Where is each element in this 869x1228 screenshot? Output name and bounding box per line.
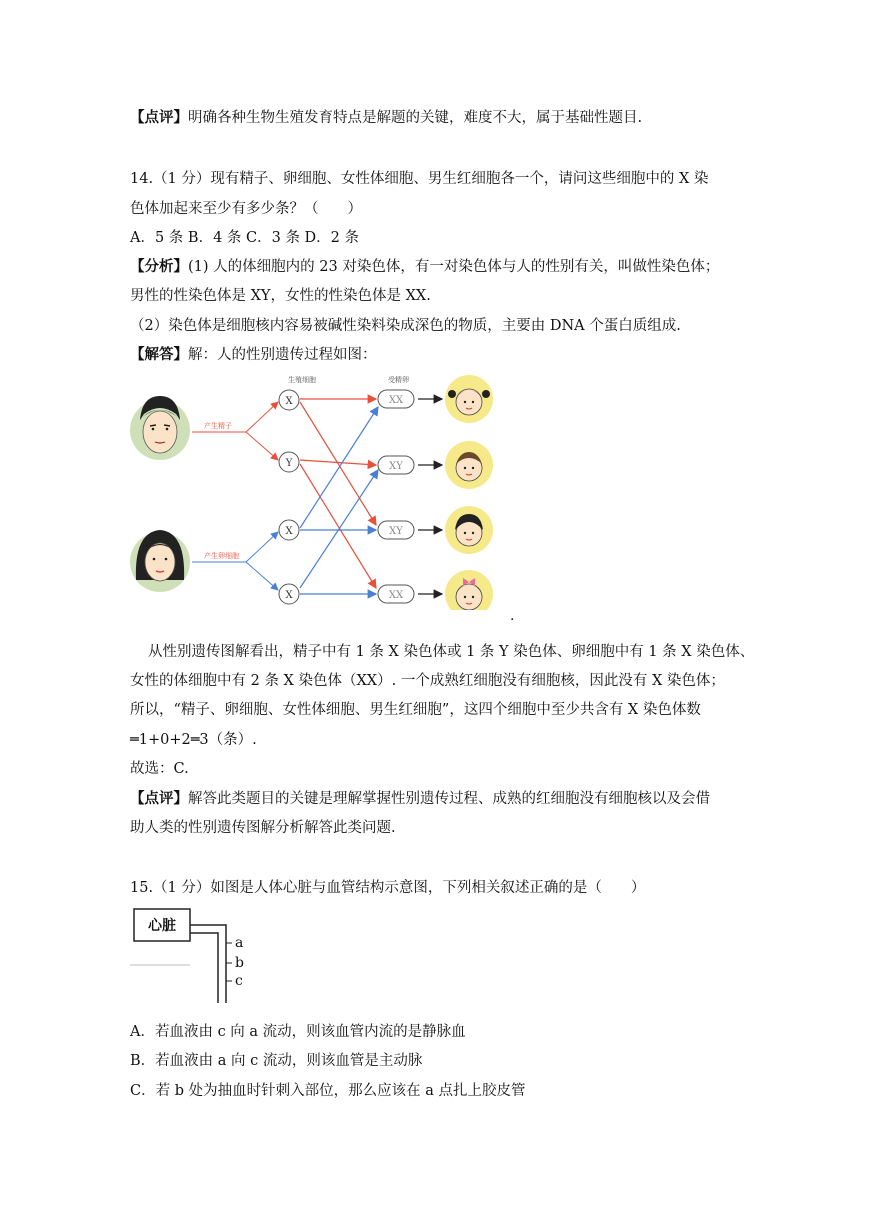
- boy-face-icon: [445, 441, 493, 489]
- q14-stem-line-1: 14.（1 分）现有精子、卵细胞、女性体细胞、男生红细胞各一个，请问这些细胞中的 X 染: [130, 171, 709, 187]
- germ-cell-egg-x-1: [279, 520, 299, 540]
- label-produce-sperm: 产生精子: [204, 422, 232, 430]
- point-c-label: c: [235, 973, 243, 989]
- q14-explain-line-4: ═1+0+2═3（条）.: [130, 732, 257, 748]
- zygote-xx-1: [378, 390, 414, 408]
- germ-cell-label: Y: [285, 458, 293, 469]
- sex-inheritance-diagram: [130, 372, 510, 610]
- heart-label: 心脏: [148, 918, 176, 934]
- solution-tag: 【解答】: [130, 346, 188, 363]
- q14-analysis-line-3: （2）染色体是细胞核内容易被碱性染料染成深色的物质，主要由 DNA 个蛋白质组成.: [130, 318, 681, 334]
- q14-analysis-line-2: 男性的性染色体是 XY，女性的性染色体是 XX.: [130, 288, 431, 304]
- q14-review-line-1: [130, 787, 710, 808]
- zygote-xy-2: [378, 521, 414, 539]
- q14-explain-line-2: 女性的体细胞中有 2 条 X 染色体（XX）. 一个成熟红细胞没有细胞核，因此没有 X 染色体；: [130, 673, 725, 689]
- zygote-xy-1: [378, 456, 414, 474]
- zygote-xx-2: [378, 585, 414, 603]
- q14-solution-line: [130, 343, 377, 364]
- analysis-tag: 【分析】: [130, 258, 188, 275]
- q15-stem: 15.（1 分）如图是人体心脏与血管结构示意图，下列相关叙述正确的是（ ）: [130, 880, 646, 896]
- zygote-label: XY: [389, 461, 403, 472]
- heart-vessel-diagram: [130, 903, 260, 1007]
- label-germ-cells: 生殖细胞: [288, 376, 316, 384]
- review-text-1: 解答此类题目的关键是理解掌握性别遗传过程、成熟的红细胞没有细胞核以及会借: [188, 791, 710, 807]
- q14-review-line-2: 助人类的性别遗传图解分析解答此类问题.: [130, 820, 396, 836]
- review-text: 明确各种生物生殖发育特点是解题的关键，难度不大，属于基础性题目.: [188, 110, 643, 126]
- mother-face-icon: [130, 530, 190, 592]
- review-tag: 【点评】: [130, 109, 188, 126]
- germ-cell-sperm-x: [279, 390, 299, 410]
- label-zygote: 受精卵: [388, 376, 409, 384]
- diagram-period: .: [510, 608, 515, 624]
- zygote-label: XX: [388, 590, 404, 601]
- review-tag: 【点评】: [130, 790, 188, 807]
- q14-stem-line-2: 色体加起来至少有多少条？（ ）: [130, 201, 362, 217]
- germ-cell-egg-x-2: [279, 584, 299, 604]
- boy-face-icon: [445, 506, 493, 554]
- review-prev: [130, 106, 642, 127]
- q14-options: A．5 条 B．4 条 C．3 条 D．2 条: [130, 230, 360, 246]
- analysis-text-1: (1) 人的体细胞内的 23 对染色体，有一对染色体与人的性别有关，叫做性染色体；: [188, 259, 720, 275]
- germ-cell-label: X: [285, 396, 293, 407]
- germ-cell-label: X: [285, 526, 293, 537]
- zygote-label: XY: [389, 526, 403, 537]
- q15-option-a: A．若血液由 c 向 a 流动，则该血管内流的是静脉血: [130, 1024, 466, 1040]
- q14-answer: 故选：C.: [130, 761, 189, 777]
- germ-cell-sperm-y: [279, 452, 299, 472]
- q15-option-b: B．若血液由 a 向 c 流动，则该血管是主动脉: [130, 1053, 423, 1069]
- father-face-icon: [130, 396, 190, 460]
- q14-explain-line-3: 所以，“精子、卵细胞、女性体细胞、男生红细胞”，这四个细胞中至少共含有 X 染色体数: [130, 702, 701, 718]
- label-produce-egg: 产生卵细胞: [204, 552, 239, 560]
- girl-face-icon: [445, 375, 493, 423]
- q14-explain-line-1: 从性别遗传图解看出，精子中有 1 条 X 染色体或 1 条 Y 染色体、卵细胞中有 1 条 X 染色体、: [148, 644, 755, 660]
- q14-analysis-line-1: [130, 255, 719, 276]
- solution-intro: 解：人的性别遗传过程如图：: [188, 347, 377, 363]
- girl-face-icon: [445, 570, 493, 610]
- zygote-label: XX: [388, 395, 404, 406]
- germ-cell-label: X: [285, 590, 293, 601]
- point-b-label: b: [235, 955, 244, 971]
- point-a-label: a: [235, 935, 244, 951]
- q15-option-c: C．若 b 处为抽血时针刺入部位，那么应该在 a 点扎上胶皮管: [130, 1083, 526, 1099]
